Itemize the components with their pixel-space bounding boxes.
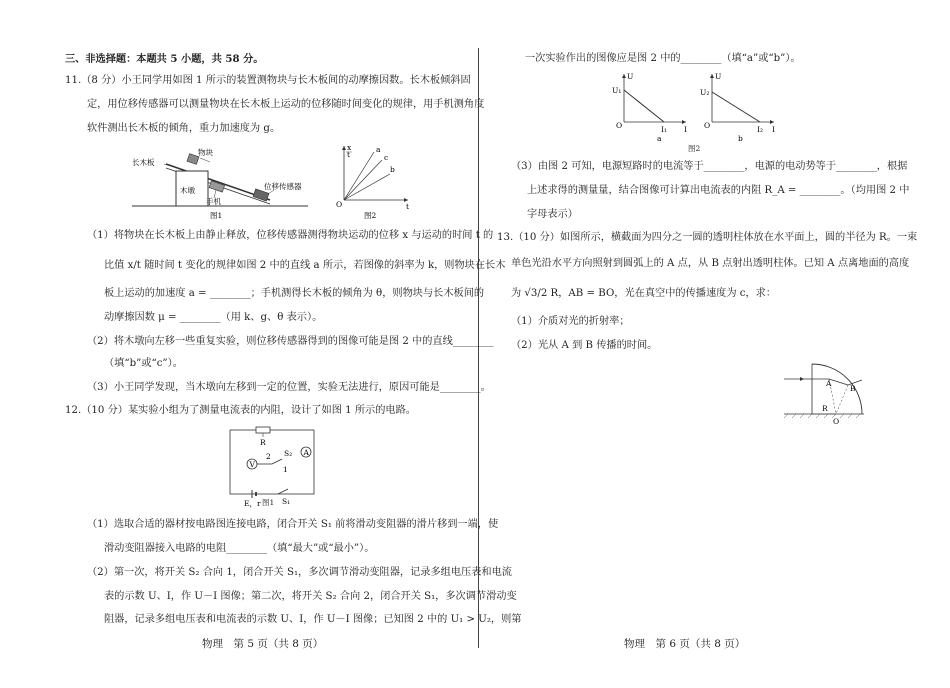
label-r: R — [822, 404, 828, 413]
q11-line2: 定，用位移传感器可以测量物块在长木板上运动的位移随时间变化的规律，用手机测角度 — [87, 99, 485, 110]
q11-line3: 软件测出长木板的倾角，重力加速度为 g。 — [87, 123, 281, 134]
q12-p1-line2: 滑动变阻器接入电路的电阻________（填“最大”或“最小”）。 — [104, 543, 375, 554]
q11-p1-line4: 动摩擦因数 μ = ________（用 k、g、θ 表示）。 — [104, 312, 323, 323]
point-o: O — [833, 417, 840, 426]
graph-b-i2: I₂ — [757, 125, 763, 134]
label-board: 长木板 — [132, 158, 155, 167]
q13-line3: 为 √3/2 R，AB = BO，光在真空中的传播速度为 c，求： — [511, 288, 777, 299]
label-block: 物块 — [198, 148, 213, 157]
line-b: b — [390, 165, 395, 174]
q13-figure — [782, 360, 866, 430]
line-a: a — [376, 145, 381, 154]
fig2-caption: 图2 — [364, 211, 377, 220]
circuit-r: R — [260, 438, 266, 447]
circuit-s2: S₂ — [284, 449, 293, 458]
q11-p1-line1: （1）将物块在长木板上由静止释放，位移传感器测得物块运动的位移 x 与运动的时间 t 的 — [87, 230, 494, 241]
q12-p3-line1: （3）由图 2 可知，电源短路时的电流等于________，电源的电动势等于________，根据 — [511, 161, 908, 172]
q11-p3-line1: （3）小王同学发现，当木墩向左移到一定的位置，实验无法进行，原因可能是________。 — [87, 382, 491, 393]
graph-b-u: U — [715, 72, 722, 81]
axis-t: t — [406, 202, 410, 211]
q12-line1: 12.（10 分）某实验小组为了测量电流表的内阻，设计了如图 1 所示的电路。 — [65, 405, 416, 416]
q12-c-line1: 一次实验作出的图像应是图 2 中的________（填“a”或“b”）。 — [525, 53, 801, 64]
circuit-s1: S₁ — [282, 497, 291, 506]
q12-p1-line1: （1）选取合适的器材按电路图连接电路，闭合开关 S₁ 前将滑动变阻器的滑片移到一端，使 — [87, 519, 499, 530]
q11-p1-line2: 比值 x/t 随时间 t 变化的规律如图 2 中的直线 a 所示，若图像的斜率为 k，则物块在长木 — [104, 260, 506, 271]
footer-right: 物理 第 6 页（共 8 页） — [624, 638, 746, 650]
q13-sub1: （1）介质对光的折射率； — [511, 316, 630, 327]
point-b: B — [850, 384, 856, 393]
q11-line1: 11.（8 分）小王同学用如图 1 所示的装置测物块与长木板间的动摩擦因数。长木板倾斜固 — [65, 75, 471, 86]
q11-p1-line3: 板上运动的加速度 a = ________；手机测得长木板的倾角为 θ，则物块与长木板间的 — [104, 288, 485, 299]
q11-figure2 — [332, 142, 412, 222]
q13-line2: 单色光沿水平方向照射到圆弧上的 A 点，从 B 点射出透明柱体。已知 A 点离地面的高度 — [511, 258, 910, 269]
graph-a-u1: U₁ — [612, 86, 622, 95]
graph-a-label: a — [657, 134, 662, 142]
label-phone: 手机 — [206, 197, 221, 206]
q12-p2-line1: （2）第一次，将开关 S₂ 合向 1，闭合开关 S₁，多次调节滑动变阻器，记录多组电压表和电流 — [87, 567, 512, 578]
q11-p2-line2: （填“b”或“c”）。 — [104, 358, 183, 369]
circuit-2: 2 — [266, 452, 271, 461]
point-a: A — [826, 379, 832, 388]
q11-figure1 — [130, 142, 315, 222]
circuit-er: E，r — [244, 499, 261, 508]
line-c: c — [384, 153, 389, 162]
fig2-right-caption: 图2 — [688, 144, 701, 153]
q12-p2-line3: 阻器，记录多组电压表和电流表的示数 U、I，作 U－I 图像；已知图 2 中的 U₁ > U₂，则第 — [104, 614, 522, 625]
q12-graph-a — [612, 70, 692, 142]
graph-a-i: I — [684, 125, 687, 134]
q13-line1: 13.（10 分）如图所示，横截面为四分之一圆的透明柱体放在水平面上，圆的半径为 R。一束 — [497, 232, 918, 243]
circuit-caption: 图1 — [262, 498, 275, 507]
axis-t-frac: t — [347, 150, 351, 159]
q12-p3-line2: 上述求得的测量量，结合图像可计算出电流表的内阻 R_A = ________。（均用图 2 中 — [527, 185, 910, 196]
footer-left: 物理 第 5 页（共 8 页） — [202, 638, 324, 650]
q12-graph-b — [700, 70, 780, 142]
graph-b-u2: U₂ — [700, 88, 710, 97]
label-sensor: 位移传感器 — [264, 182, 302, 191]
fig1-caption: 图1 — [210, 211, 223, 220]
graph-a-u: U — [627, 72, 634, 81]
graph-a-o: O — [616, 121, 623, 130]
q13-sub2: （2）光从 A 到 B 传播的时间。 — [511, 340, 658, 351]
circuit-a: A — [303, 448, 309, 457]
q12-p3-line3: 字母表示） — [527, 209, 578, 220]
graph-b-o: O — [704, 121, 711, 130]
origin: O — [336, 200, 343, 209]
circuit-v: V — [249, 460, 255, 469]
circuit-1: 1 — [283, 465, 288, 474]
graph-a-i1: I₁ — [661, 125, 667, 134]
graph-b-i: I — [772, 125, 775, 134]
axis-x: x — [347, 143, 352, 152]
label-pier: 木墩 — [180, 186, 195, 195]
graph-b-label: b — [738, 134, 743, 142]
q11-p2-line1: （2）将木墩向左移一些重复实验，则位移传感器得到的图像可能是图 2 中的直线________ — [87, 336, 494, 347]
section-heading: 三、非选择题：本题共 5 小题，共 58 分。 — [65, 53, 264, 65]
q12-p2-line2: 表的示数 U、I，作 U－I 图像；第二次，将开关 S₂ 合向 2，闭合开关 S₁，多次调节滑动变 — [104, 591, 517, 602]
